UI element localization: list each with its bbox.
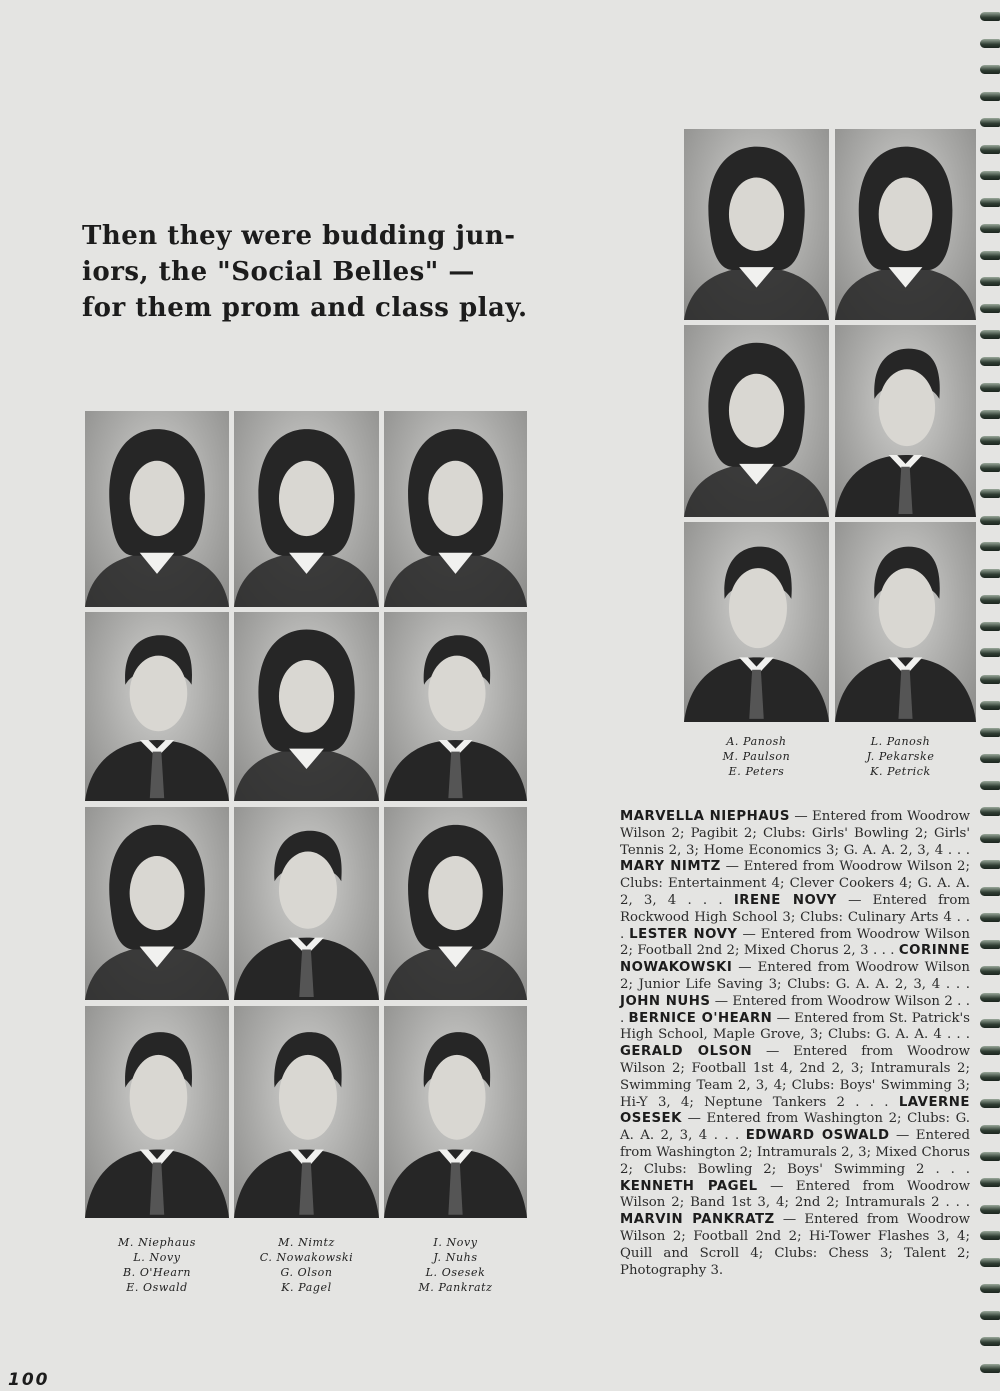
binding-ring xyxy=(980,39,1000,48)
caption-name: L. Osesek xyxy=(425,1266,486,1279)
bio-name: LESTER NOVY xyxy=(629,926,738,942)
bio-name: LAVERNE OSESEK xyxy=(620,1094,970,1127)
binding-ring xyxy=(980,1231,1000,1240)
portrait-photo xyxy=(85,1006,229,1218)
photo-caption xyxy=(85,1235,229,1295)
headline-line: iors, the "Social Belles" — xyxy=(82,257,475,287)
portrait-photo xyxy=(234,1006,379,1218)
bio-text: — Entered from Woodrow Wilson 2; Football 1st 4, 2nd 2, 3; Intramurals 2; Swimming Team 2, 3, 4; Clubs: Boys' Swimming 3; Hi-Y 3, 4; Neptune Tankers 2 . . . xyxy=(620,1044,970,1110)
binding-ring xyxy=(980,277,1000,286)
binding-ring xyxy=(980,118,1000,127)
portrait-photo xyxy=(384,1006,527,1218)
portrait-photo xyxy=(384,807,527,1000)
binding-ring xyxy=(980,463,1000,472)
binding-ring xyxy=(980,860,1000,869)
bio-text: — Entered from Woodrow Wilson 2; Clubs: Entertainment 4; Clever Cookers 4; G. A. A. 2, 3, 4 . . . xyxy=(620,859,970,908)
bio-text: — Entered from Rockwood High School 3; Clubs: Culinary Arts 4 . . . xyxy=(620,892,971,942)
binding-ring xyxy=(980,1019,1000,1028)
binding-ring xyxy=(980,436,1000,445)
caption-name: K. Pagel xyxy=(281,1281,332,1294)
binding-ring xyxy=(980,781,1000,790)
binding-ring xyxy=(980,224,1000,233)
portrait-photo xyxy=(234,807,379,1000)
portrait-photo xyxy=(835,325,976,517)
caption-name: K. Petrick xyxy=(870,765,931,778)
binding-ring xyxy=(980,569,1000,578)
portrait-photo xyxy=(85,807,229,1000)
photo-caption xyxy=(234,1235,379,1295)
photo-caption xyxy=(384,1235,527,1295)
caption-name: E. Peters xyxy=(728,765,785,778)
binding-ring xyxy=(980,145,1000,154)
spiral-binding xyxy=(976,0,1000,1391)
headline xyxy=(82,218,542,326)
caption-name: I. Novy xyxy=(433,1236,478,1249)
binding-ring xyxy=(980,12,1000,21)
bio-text: — Entered from Woodrow Wilson 2; Junior Life Saving 3; Clubs: G. A. A. 2, 3, 4 . . . xyxy=(620,960,970,992)
caption-name: M. Pankratz xyxy=(418,1281,493,1294)
binding-ring xyxy=(980,595,1000,604)
caption-name: L. Novy xyxy=(133,1251,181,1264)
caption-name: M. Paulson xyxy=(722,750,791,763)
bio-name: CORINNE NOWAKOWSKI xyxy=(620,943,970,976)
binding-ring xyxy=(980,542,1000,551)
portrait-photo xyxy=(684,325,829,517)
binding-ring xyxy=(980,304,1000,313)
portrait-photo xyxy=(234,411,379,607)
caption-name: A. Panosh xyxy=(726,735,787,748)
binding-ring xyxy=(980,251,1000,260)
caption-name: M. Niephaus xyxy=(118,1236,196,1249)
portrait-photo xyxy=(684,129,829,320)
caption-name: B. O'Hearn xyxy=(122,1266,192,1279)
bio-name: IRENE NOVY xyxy=(733,892,837,908)
binding-ring xyxy=(980,1099,1000,1108)
bio-name: JOHN NUHS xyxy=(620,993,711,1009)
binding-ring xyxy=(980,1337,1000,1346)
binding-ring xyxy=(980,807,1000,816)
binding-ring xyxy=(980,1178,1000,1187)
bio-text: — Entered from Woodrow Wilson 2 . . . xyxy=(620,993,970,1026)
bio-text: — Entered from Woodrow Wilson 2; Football 2nd 2; Mixed Chorus 2, 3 . . . xyxy=(620,926,970,959)
caption-name: J. Nuhs xyxy=(433,1251,478,1264)
bio-name: BERNICE O'HEARN xyxy=(628,1010,773,1026)
bio-text: — Entered from St. Patrick's High School, Maple Grove, 3; Clubs: G. A. A. 4 . . . xyxy=(620,1010,970,1043)
portrait-photo xyxy=(835,522,976,722)
caption-name: G. Olson xyxy=(280,1266,333,1279)
bio-text: — Entered from Woodrow Wilson 2; Pagibit 2; Clubs: Girls' Bowling 2; Girls' Tennis 2, 3; Home Economics 3; G. A. A. 2, 3, 4 . . . xyxy=(620,809,970,858)
binding-ring xyxy=(980,1284,1000,1293)
binding-ring xyxy=(980,1125,1000,1134)
page-number: 100 xyxy=(8,1370,50,1390)
binding-ring xyxy=(980,198,1000,207)
binding-ring xyxy=(980,1364,1000,1373)
binding-ring xyxy=(980,1205,1000,1214)
binding-ring xyxy=(980,966,1000,975)
bio-text: — Entered from Woodrow Wilson 2; Band 1st 3, 4; 2nd 2; Intramurals 2 . . . xyxy=(620,1178,970,1211)
binding-ring xyxy=(980,701,1000,710)
binding-ring xyxy=(980,65,1000,74)
bio-name: EDWARD OSWALD xyxy=(745,1128,890,1144)
photo-caption xyxy=(694,734,819,779)
binding-ring xyxy=(980,357,1000,366)
caption-name: E. Oswald xyxy=(126,1281,188,1294)
bio-name: MARVELLA NIEPHAUS xyxy=(620,809,790,824)
binding-ring xyxy=(980,489,1000,498)
binding-ring xyxy=(980,622,1000,631)
binding-ring xyxy=(980,383,1000,392)
binding-ring xyxy=(980,1258,1000,1267)
portrait-photo xyxy=(85,411,229,607)
portrait-photo xyxy=(684,522,829,722)
binding-ring xyxy=(980,940,1000,949)
binding-ring xyxy=(980,171,1000,180)
student-biographies xyxy=(620,809,970,1279)
bio-name: GERALD OLSON xyxy=(620,1044,753,1060)
binding-ring xyxy=(980,410,1000,419)
photo-caption xyxy=(838,734,963,779)
caption-name: M. Nimtz xyxy=(278,1236,335,1249)
headline-line: for them prom and class play. xyxy=(82,293,528,323)
portrait-photo xyxy=(234,612,379,801)
binding-ring xyxy=(980,913,1000,922)
binding-ring xyxy=(980,92,1000,101)
binding-ring xyxy=(980,754,1000,763)
binding-ring xyxy=(980,1152,1000,1161)
binding-ring xyxy=(980,330,1000,339)
binding-ring xyxy=(980,834,1000,843)
portrait-photo xyxy=(835,129,976,320)
binding-ring xyxy=(980,728,1000,737)
binding-ring xyxy=(980,993,1000,1002)
binding-ring xyxy=(980,1046,1000,1055)
binding-ring xyxy=(980,1311,1000,1320)
binding-ring xyxy=(980,887,1000,896)
binding-ring xyxy=(980,516,1000,525)
bio-name: MARVIN PANKRATZ xyxy=(620,1212,775,1228)
bio-name: MARY NIMTZ xyxy=(620,859,721,875)
headline-line: Then they were budding jun- xyxy=(82,221,516,251)
bio-name: KENNETH PAGEL xyxy=(620,1178,758,1194)
caption-name: L. Panosh xyxy=(870,735,931,748)
caption-name: J. Pekarske xyxy=(866,750,935,763)
bio-text: — Entered from Woodrow Wilson 2; Football 2nd 2; Hi-Tower Flashes 3, 4; Quill and Scroll 4; Clubs: Chess 3; Talent 2; Photography 3. xyxy=(620,1212,970,1278)
bio-text: — Entered from Washington 2; Clubs: G. A. A. 2, 3, 4 . . . xyxy=(620,1111,970,1144)
portrait-photo xyxy=(384,411,527,607)
binding-ring xyxy=(980,1072,1000,1081)
binding-ring xyxy=(980,648,1000,657)
caption-name: C. Nowakowski xyxy=(259,1251,354,1264)
portrait-photo xyxy=(85,612,229,801)
bio-text: — Entered from Washington 2; Intramurals 2, 3; Mixed Chorus 2; Clubs: Bowling 2; Boys' Swimming 2 . . . xyxy=(620,1128,970,1177)
binding-ring xyxy=(980,675,1000,684)
portrait-photo xyxy=(384,612,527,801)
